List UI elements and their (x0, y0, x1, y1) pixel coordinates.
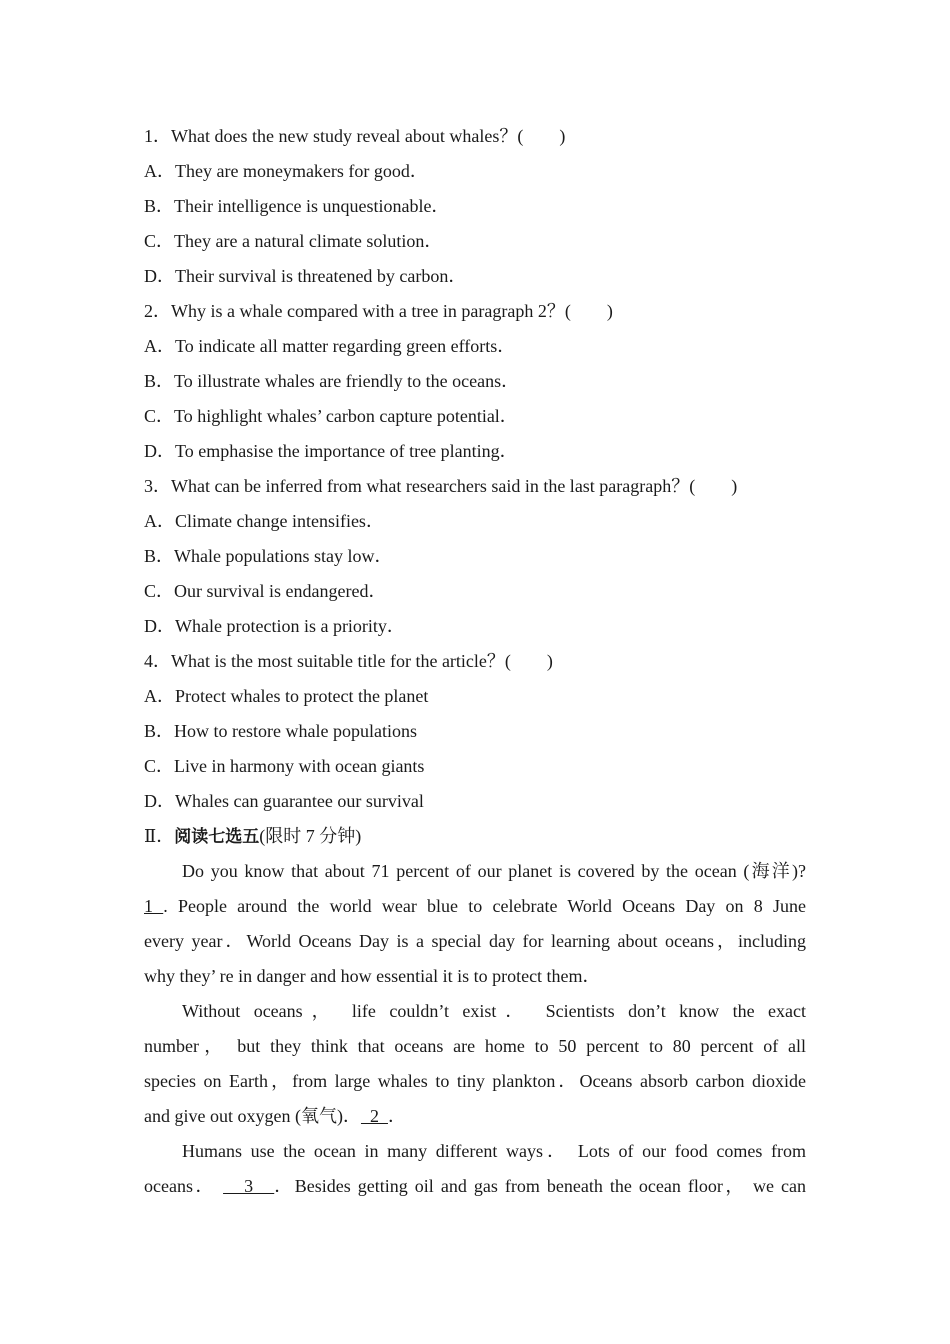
answer-option: B．To illustrate whales are friendly to the oceans． (144, 371, 520, 391)
passage-line (144, 924, 806, 959)
answer-option: A．To indicate all matter regarding green efforts． (144, 336, 516, 356)
answer-option: D．To emphasise the importance of tree planting． (144, 441, 518, 461)
section-time-limit: (限时 7 分钟) (259, 826, 362, 846)
answer-blank: 2 (360, 1106, 388, 1126)
answer-option: B．Their intelligence is unquestionable． (144, 196, 450, 216)
passage-text: Humans use the ocean in many different ways． Lots of our food comes from (182, 1141, 806, 1161)
answer-option: C．They are a natural climate solution． (144, 231, 443, 251)
question-stem: 3．What can be inferred from what researchers said in the last paragraph？( ) (144, 476, 738, 496)
question-stem: 1．What does the new study reveal about whales？( ) (144, 126, 566, 146)
passage-line (144, 854, 806, 889)
passage-line (144, 1029, 806, 1064)
answer-option: D．Their survival is threatened by carbon． (144, 266, 467, 286)
passage-line (144, 1064, 806, 1099)
passage-text: every year．World Oceans Day is a special day for learning about oceans，including (144, 931, 806, 951)
passage-text: and give out oxygen (氧气)． (144, 1106, 361, 1126)
answer-blank: 1 (144, 896, 164, 916)
passage-line (144, 1169, 806, 1204)
answer-option: A．Climate change intensifies． (144, 511, 384, 531)
passage-line (144, 1099, 806, 1134)
passage-line (144, 1134, 806, 1169)
question-stem: 4．What is the most suitable title for the article？( ) (144, 651, 553, 671)
answer-option: C．Live in harmony with ocean giants (144, 756, 425, 776)
answer-option: D．Whale protection is a priority． (144, 616, 405, 636)
section-numeral: Ⅱ． (144, 826, 175, 846)
passage-text: Do you know that about 71 percent of our planet is covered by the ocean (海洋)? (182, 861, 806, 881)
answer-option: B．How to restore whale populations (144, 721, 417, 741)
passage-line (144, 959, 806, 994)
question-stem: 2．Why is a whale compared with a tree in paragraph 2？( ) (144, 301, 613, 321)
passage-text: oceans． (144, 1176, 224, 1196)
answer-option: B．Whale populations stay low． (144, 546, 393, 566)
section-heading (144, 819, 806, 854)
passage-text: ． (387, 1106, 406, 1126)
answer-blank: 3 (223, 1176, 275, 1196)
document-body (144, 119, 806, 1204)
passage-text: why they’ re in danger and how essential it is to protect them． (144, 966, 601, 986)
passage-text: number， but they think that oceans are home to 50 percent to 80 percent of all (144, 1036, 806, 1056)
passage-text: species on Earth，from large whales to tiny plankton．Oceans absorb carbon dioxide (144, 1071, 806, 1091)
answer-option: C．To highlight whales’ carbon capture potential． (144, 406, 518, 426)
answer-option: A．They are moneymakers for good． (144, 161, 428, 181)
section-title: 阅读七选五 (174, 827, 260, 847)
passage-text: Without oceans， life couldn’t exist． Scientists don’t know the exact (182, 1001, 806, 1021)
passage-line (144, 994, 806, 1029)
answer-option: D．Whales can guarantee our survival (144, 791, 424, 811)
answer-option: C．Our survival is endangered． (144, 581, 387, 601)
passage-text: ．Besides getting oil and gas from beneath the ocean floor， we can (274, 1176, 806, 1196)
answer-option: A．Protect whales to protect the planet (144, 686, 429, 706)
passage-line (144, 889, 806, 924)
passage-text: . People around the world wear blue to celebrate World Oceans Day on 8 June (163, 896, 806, 916)
